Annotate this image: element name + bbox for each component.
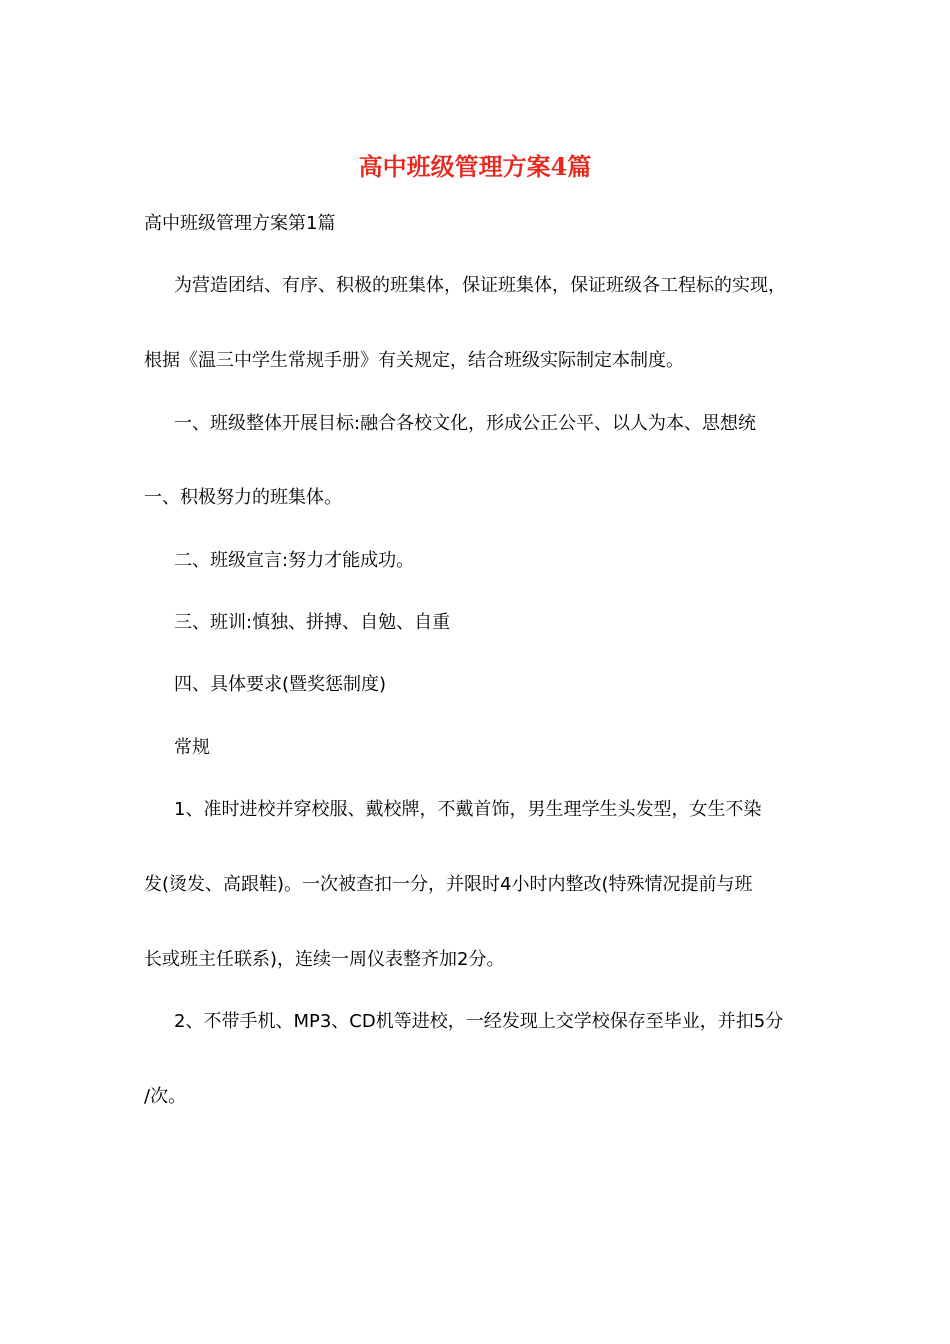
document-title: 高中班级管理方案4篇 [358, 152, 592, 181]
paragraph-line: 为营造团结、有序、积极的班集体，保证班集体，保证班级各工程标的实现， [174, 275, 786, 296]
paragraph-line: 根据《温三中学生常规手册》有关规定，结合班级实际制定本制度。 [144, 350, 684, 371]
paragraph-line: 二、班级宣言:努力才能成功。 [174, 550, 415, 571]
paragraph-line: 2、不带手机、MP3、CD机等进校，一经发现上交学校保存至毕业，并扣5分 [174, 1011, 784, 1032]
paragraph-line: 三、班训:慎独、拼搏、自勉、自重 [174, 612, 451, 633]
paragraph-line: 长或班主任联系)，连续一周仪表整齐加2分。 [144, 949, 505, 970]
section-heading: 高中班级管理方案第1篇 [144, 213, 336, 234]
paragraph-line: 常规 [174, 737, 210, 758]
paragraph-line: 发(烫发、高跟鞋)。一次被查扣一分，并限时4小时内整改(特殊情况提前与班 [144, 874, 753, 895]
paragraph-line: 四、具体要求(暨奖惩制度) [174, 674, 387, 695]
paragraph-line: 1、准时进校并穿校服、戴校牌，不戴首饰，男生理学生头发型，女生不染 [174, 799, 762, 820]
paragraph-line: /次。 [144, 1086, 187, 1107]
paragraph-line: 一、班级整体开展目标:融合各校文化，形成公正公平、以人为本、思想统 [174, 413, 757, 434]
paragraph-line: 一、积极努力的班集体。 [144, 487, 342, 508]
